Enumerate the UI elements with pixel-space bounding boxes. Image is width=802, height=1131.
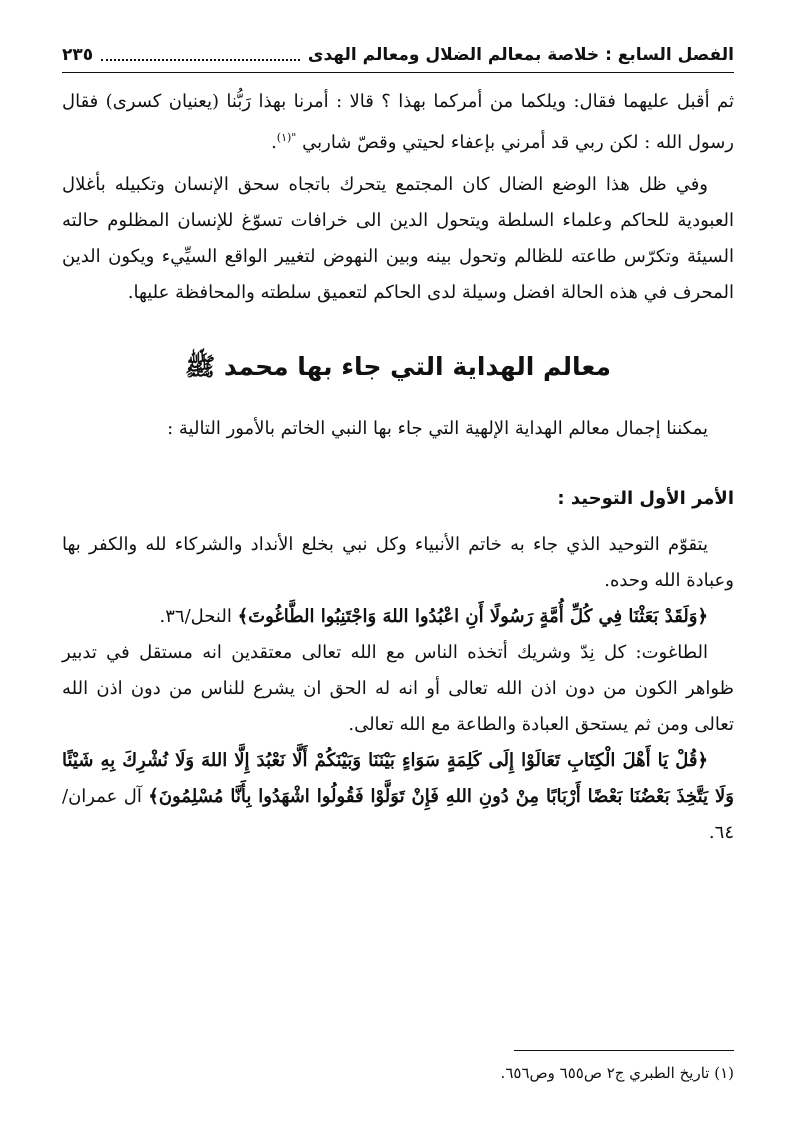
page-body	[62, 84, 734, 851]
quran-verse: ﴿قُلْ يَا أَهْلَ الْكِتَابِ تَعَالَوْا إِلَى كَلِمَةٍ سَوَاءٍ بَيْنَنَا وَبَيْنَكُمْ أَلَّا نَعْبُدَ إِلَّا اللهَ وَلَا نُشْرِكَ بِهِ شَيْئًا وَلَا يَتَّخِذَ بَعْضُنَا بَعْضًا أَرْبَابًا مِنْ دُونِ اللهِ فَإِنْ تَوَلَّوْا فَقُولُوا اشْهَدُوا بِأَنَّا مُسْلِمُونَ﴾	[62, 750, 734, 807]
footnote: (١) تاريخ الطبري ج٢ ص٦٥٥ وص٦٥٦.	[500, 1064, 734, 1082]
section-heading: معالم الهداية التي جاء بها محمد ﷺ	[184, 352, 612, 381]
footnote-reference: "(١)	[276, 131, 297, 144]
chapter-title: الفصل السابع : خلاصة بمعالم الضلال ومعالم الهدى	[307, 45, 734, 65]
paragraph-society: وفي ظل هذا الوضع الضال كان المجتمع يتحرك باتجاه سحق الإنسان وتكبيله بأغلال العبودية للحاكم وعلماء السلطة ويتحول الدين الى خرافات تسوّغ للإنسان المظلوم حالته السيئة وتكرّس طاعته للظالم وتحول بينه وبين النهوض لتغيير الواقع السيِّيء ويكون الدين المحرف في هذه الحالة افضل وسيلة لدى الحاكم لتعميق سلطته والمحافظة عليها.	[62, 174, 734, 303]
paragraph-taghut: الطاغوت: كل نِدّ وشريك أتخذه الناس مع الله تعالى معتقدين انه مستقل في تدبير ظواهر الكون من دون اذن الله تعالى أو انه له الحق ان يشرع للناس من دون اذن الله تعالى ومن ثم يستحق العبادة والطاعة مع الله تعالى.	[62, 642, 734, 735]
section-intro: يمكننا إجمال معالم الهداية الإلهية التي جاء بها النبي الخاتم بالأمور التالية :	[167, 418, 708, 439]
footnote-divider	[514, 1050, 734, 1051]
verse-al-imran	[62, 743, 734, 851]
quran-verse: ﴿وَلَقَدْ بَعَثْنَا فِي كُلِّ أُمَّةٍ رَسُولًا أَنِ اعْبُدُوا اللهَ وَاجْتَنِبُوا الطَّاغُوتَ﴾	[237, 606, 708, 627]
subheading-first-matter: الأمر الأول التوحيد :	[557, 488, 734, 509]
paragraph-text: ثم أقبل عليهما فقال: ويلكما من أمركما بهذا ؟ قالا : أمرنا بهذا رَبُّنا (يعنيان كسرى) فقال رسول الله : لكن ربي قد أمرني بإعفاء لحيتي وقصّ شاربي	[62, 91, 734, 153]
header-dot-leader	[101, 49, 300, 61]
paragraph-end: .	[271, 132, 277, 153]
verse-nahl	[62, 599, 734, 635]
paragraph-hadith	[62, 84, 734, 161]
verse-reference: آل عمران/٦٤.	[62, 786, 734, 843]
page-number: ٢٣٥	[62, 45, 94, 65]
verse-reference: النحل/٣٦.	[159, 606, 232, 627]
paragraph-tawhid: يتقوّم التوحيد الذي جاء به خاتم الأنبياء وكل نبي بخلع الأنداد والشركاء لله والكفر بها وعبادة الله وحده.	[62, 534, 734, 591]
running-header	[62, 38, 734, 73]
